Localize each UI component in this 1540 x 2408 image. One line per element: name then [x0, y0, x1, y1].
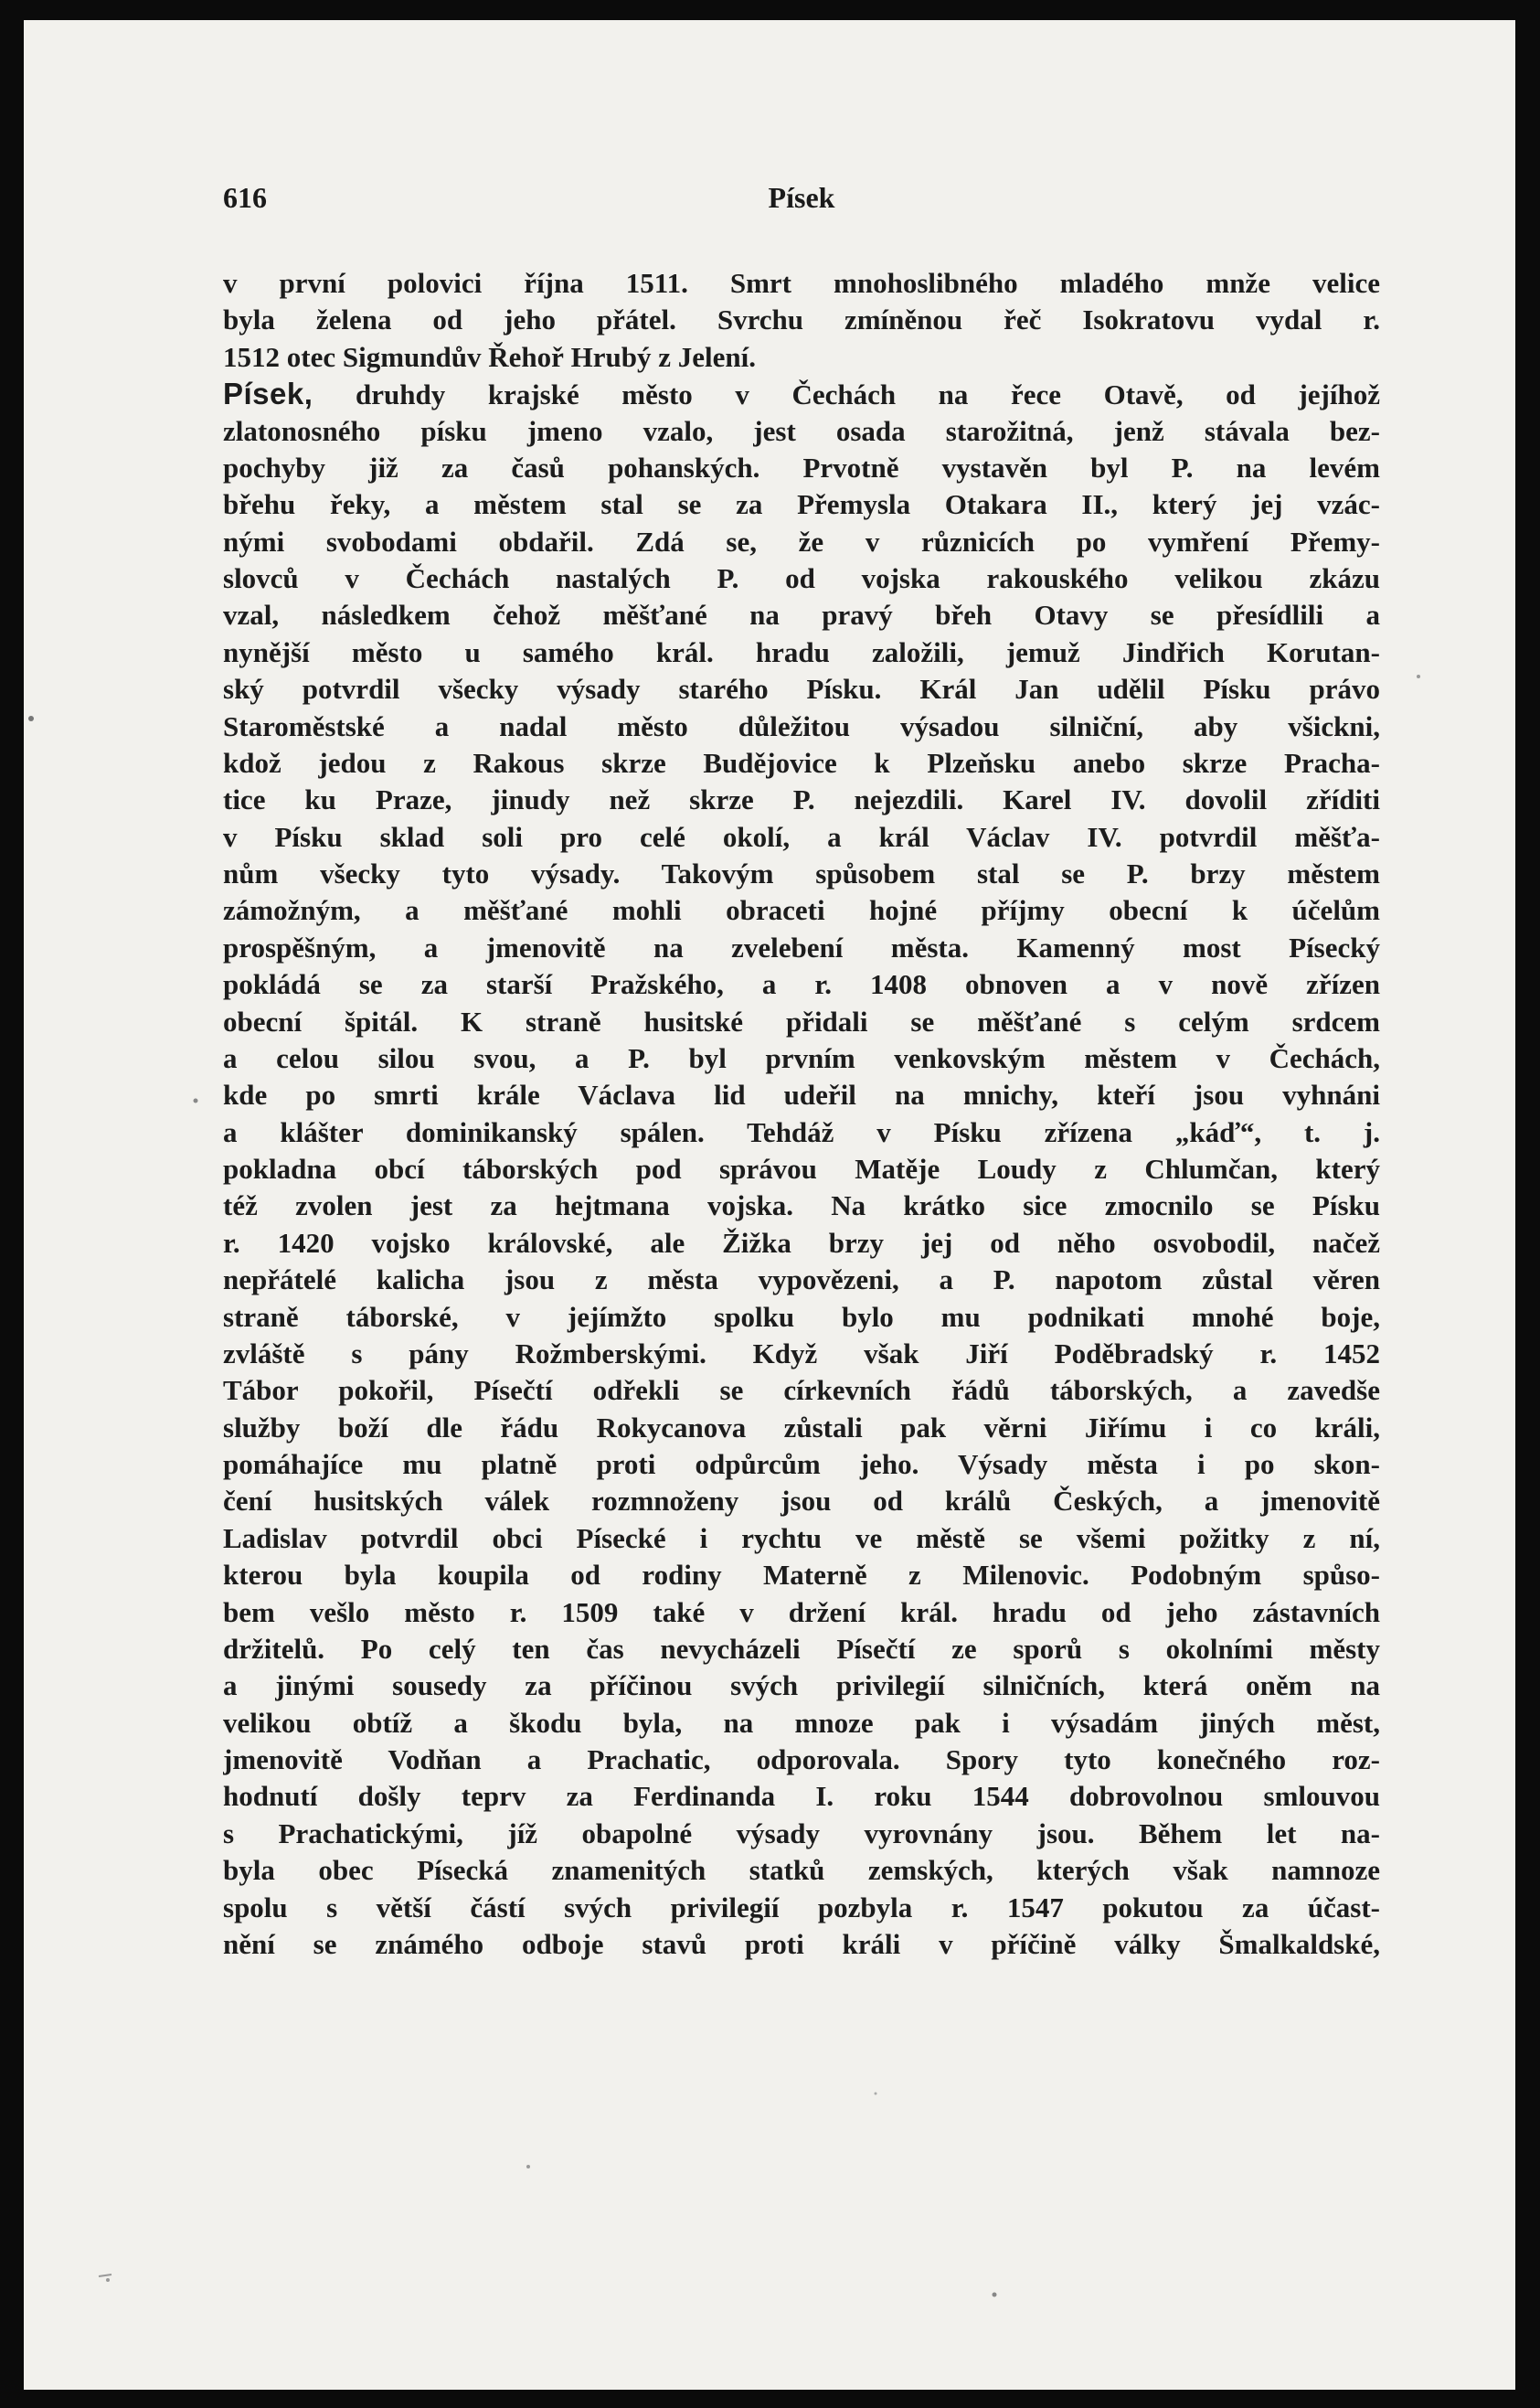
text-line: hodnutí došly teprv za Ferdinanda I. roku 1544 dobrovolnou smlouvou — [223, 1780, 1380, 1813]
text-line: vzal, následkem čehož měšťané na pravý břeh Otavy se přesídlili a — [223, 599, 1380, 632]
text-line: slovců v Čechách nastalých P. od vojska rakouského velikou zkázu — [223, 562, 1380, 594]
text-line: obecní špitál. K straně husitské přidali se měšťané s celým srdcem — [223, 1005, 1380, 1038]
text-line: a jinými sousedy za příčinou svých privilegií silničních, která oněm na — [223, 1669, 1380, 1702]
text-line: a klášter dominikanský spálen. Tehdáž v Písku zřízena „káď“, t. j. — [223, 1115, 1380, 1148]
text-line: pokladna obcí táborských pod správou Matěje Loudy z Chlumčan, který — [223, 1153, 1380, 1185]
text-line: pomáhajíce mu platně proti odpůrcům jeho. Výsady města i po skon- — [223, 1448, 1380, 1480]
text-line: byla želena od jeho přátel. Svrchu zmíněnou řeč Isokratovu vydal r. — [223, 304, 1380, 336]
text-line: r. 1420 vojsko královské, ale Žižka brzy jej od něho osvobodil, načež — [223, 1226, 1380, 1259]
text-line: velikou obtíž a škodu byla, na mnoze pak i výsadám jiných měst, — [223, 1706, 1380, 1739]
text-line: spolu s větší částí svých privilegií pozbyla r. 1547 pokutou za účast- — [223, 1891, 1380, 1923]
text-line: zlatonosného písku jmeno vzalo, jest osada starožitná, jenž stávala bez- — [223, 414, 1380, 447]
text-line: v Písku sklad soli pro celé okolí, a král Václav IV. potvrdil měšťa- — [223, 820, 1380, 853]
text-line: nynější město u samého král. hradu založili, jemuž Jindřich Korutan- — [223, 635, 1380, 668]
text-line: zámožným, a měšťané mohli obraceti hojné příjmy obecní k účelům — [223, 894, 1380, 927]
running-title: Písek — [768, 181, 835, 214]
page-number: 616 — [223, 181, 267, 214]
text-line: tice ku Praze, jinudy než skrze P. nejezdili. Karel IV. dovolil zříditi — [223, 783, 1380, 816]
text-line: prospěšným, a jmenovitě na zvelebení města. Kamenný most Písecký — [223, 931, 1380, 964]
page-header — [223, 181, 1380, 218]
text-line: kterou byla koupila od rodiny Materně z Milenovic. Podobným spůso- — [223, 1559, 1380, 1592]
text-line: kdož jedou z Rakous skrze Budějovice k Plzeňsku anebo skrze Pracha- — [223, 746, 1380, 779]
text-line: nění se známého odboje stavů proti králi v příčině války Šmalkaldské, — [223, 1927, 1380, 1960]
entry-first-line — [223, 376, 1380, 412]
text-line: bem vešlo město r. 1509 také v držení král. hradu od jeho zástavních — [223, 1595, 1380, 1628]
text-line: nům všecky tyto výsady. Takovým spůsobem stal se P. brzy městem — [223, 858, 1380, 890]
text-line: v první polovici října 1511. Smrt mnohoslibného mladého mnže velice — [223, 267, 1380, 299]
encyclopedia-entry-text — [223, 265, 1380, 1963]
text-line: a celou silou svou, a P. byl prvním venkovským městem v Čechách, — [223, 1041, 1380, 1074]
text-line: též zvolen jest za hejtmana vojska. Na krátko sice zmocnilo se Písku — [223, 1189, 1380, 1222]
text-line: kde po smrti krále Václava lid udeřil na mnichy, kteří jsou vyhnáni — [223, 1079, 1380, 1112]
text-line: služby boží dle řádu Rokycanova zůstali pak věrni Jiřímu i co králi, — [223, 1411, 1380, 1444]
text-line: nými svobodami obdařil. Zdá se, že v různicích po vymření Přemy- — [223, 525, 1380, 558]
text-line: zvláště s pány Rožmberskými. Když však Jiří Poděbradský r. 1452 — [223, 1337, 1380, 1369]
text-line: ský potvrdil všecky výsady starého Písku. Král Jan udělil Písku právo — [223, 673, 1380, 706]
text-line: 1512 otec Sigmundův Řehoř Hrubý z Jelení. — [223, 340, 756, 373]
text-line: Ladislav potvrdil obci Písecké i rychtu ve městě se všemi požitky z ní, — [223, 1521, 1380, 1554]
text-line: jmenovitě Vodňan a Prachatic, odporovala. Spory tyto konečného roz- — [223, 1743, 1380, 1775]
text-line: pokládá se za starší Pražského, a r. 1408 obnoven a v nově zřízen — [223, 968, 1380, 1001]
text-line: nepřátelé kalicha jsou z města vypovězeni, a P. napotom zůstal věren — [223, 1263, 1380, 1296]
entry-lemma: Písek, — [223, 377, 313, 411]
text-line: s Prachatickými, jíž obapolné výsady vyrovnány jsou. Během let na- — [223, 1817, 1380, 1849]
text-line: byla obec Písecká znamenitých statků zemských, kterých však namnoze — [223, 1854, 1380, 1887]
text-line: břehu řeky, a městem stal se za Přemysla Otakara II., který jej vzác- — [223, 488, 1380, 521]
text-line: straně táborské, v jejímžto spolku bylo mu podnikati mnohé boje, — [223, 1300, 1380, 1333]
text-line-rest: druhdy krajské město v Čechách na řece Otavě, od jejíhož — [356, 378, 1380, 411]
text-line: čení husitských válek rozmnoženy jsou od králů Českých, a jmenovitě — [223, 1485, 1380, 1518]
text-line: Tábor pokořil, Písečtí odřekli se církevních řádů táborských, a zavedše — [223, 1374, 1380, 1407]
text-line: Staroměstské a nadal město důležitou výsadou silniční, aby všickni, — [223, 709, 1380, 742]
text-line: držitelů. Po celý ten čas nevycházeli Písečtí ze sporů s okolními městy — [223, 1632, 1380, 1665]
text-line: pochyby již za časů pohanských. Prvotně vystavěn byl P. na levém — [223, 451, 1380, 484]
